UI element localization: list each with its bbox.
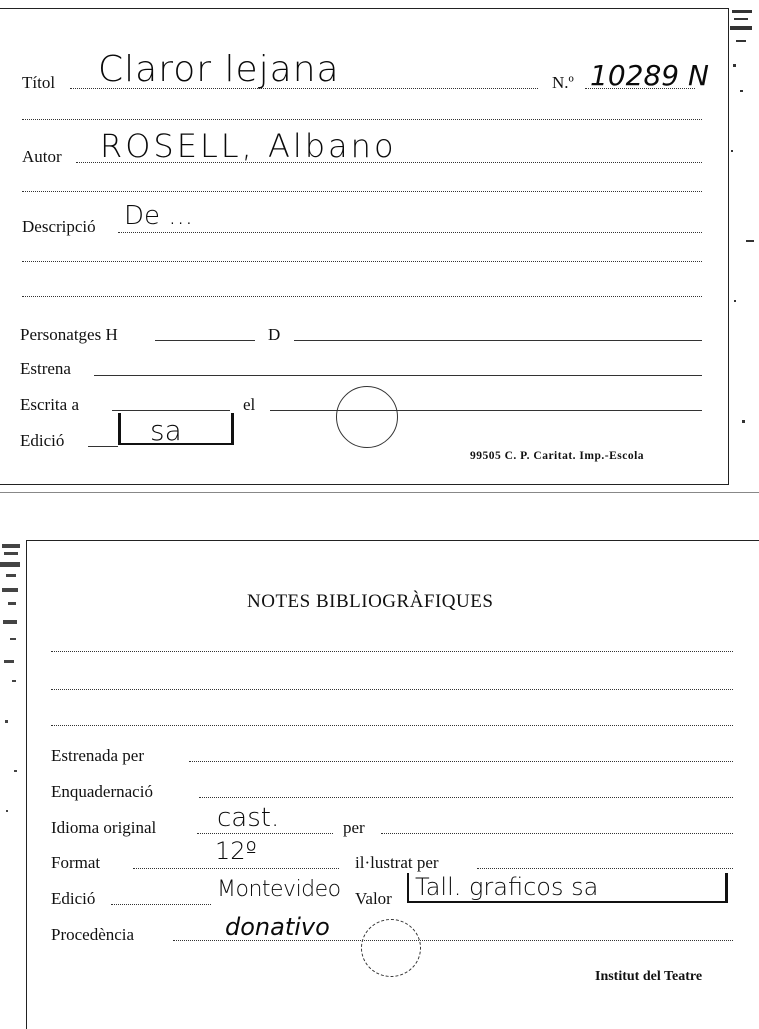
el-label: el — [243, 395, 256, 414]
rule-line — [22, 296, 702, 297]
catalog-card-back — [26, 540, 759, 1029]
edicio-label: Edició — [20, 431, 65, 450]
autor-value: ROSELL, Albano — [100, 127, 397, 165]
per-label: per — [343, 818, 365, 837]
rule-line — [22, 261, 702, 262]
personatges-d-label: D — [268, 325, 281, 344]
rule-line — [51, 689, 733, 690]
procedencia-label: Procedència — [51, 925, 135, 944]
estrena-label: Estrena — [20, 359, 71, 378]
edicio-line — [88, 446, 118, 447]
enquadernacio-label: Enquadernació — [51, 782, 153, 801]
rule-line — [22, 191, 702, 192]
institut-footer: Institut del Teatre — [595, 969, 703, 984]
back-edicio-line — [111, 904, 211, 905]
back-edicio-label: Edició — [51, 889, 96, 908]
notes-heading: NOTES BIBLIOGRÀFIQUES — [247, 591, 494, 612]
titol-label: Títol — [22, 73, 56, 92]
descripcio-value: De ... — [124, 201, 194, 231]
illustrat-label: il·lustrat per — [355, 853, 439, 872]
idioma-value: cast. — [217, 803, 280, 833]
titol-value: Claror lejana — [98, 49, 340, 90]
personatges-label: Personatges H — [20, 325, 118, 344]
punch-hole — [336, 386, 398, 448]
descripcio-line — [118, 232, 702, 233]
card-separator — [0, 492, 759, 493]
enquadernacio-line — [199, 797, 733, 798]
rule-line — [51, 651, 733, 652]
estrenada-line — [189, 761, 733, 762]
escrita-line — [112, 410, 230, 411]
estrena-line — [94, 375, 702, 376]
valor-value: Tall. graficos sa — [415, 873, 599, 901]
scan-noise — [0, 540, 26, 840]
edicio-value: sa — [150, 414, 182, 447]
format-value: 12º — [215, 837, 257, 865]
escrita-label: Escrita a — [20, 395, 79, 414]
personatges-d-line — [294, 340, 702, 341]
numero-value: 10289 N — [590, 59, 709, 92]
personatges-h-line — [155, 340, 255, 341]
valor-label: Valor — [355, 889, 392, 908]
format-label: Format — [51, 853, 101, 872]
el-line — [270, 410, 702, 411]
illustrat-line — [477, 868, 733, 869]
scan-noise — [728, 0, 759, 480]
rule-line — [51, 725, 733, 726]
punch-hole — [361, 919, 421, 977]
estrenada-label: Estrenada per — [51, 746, 144, 765]
rule-line — [22, 119, 702, 120]
idioma-line — [197, 833, 333, 834]
catalog-card-front — [0, 8, 729, 485]
back-edicio-value: Montevideo — [217, 877, 341, 902]
procedencia-value: donativo — [225, 913, 330, 941]
per-line — [381, 833, 733, 834]
printer-imprint: 99505 C. P. Caritat. Imp.-Escola — [470, 450, 645, 462]
numero-label: N.º — [552, 73, 574, 92]
descripcio-label: Descripció — [22, 217, 96, 236]
format-line — [133, 868, 339, 869]
autor-label: Autor — [22, 147, 62, 166]
idioma-label: Idioma original — [51, 818, 157, 837]
